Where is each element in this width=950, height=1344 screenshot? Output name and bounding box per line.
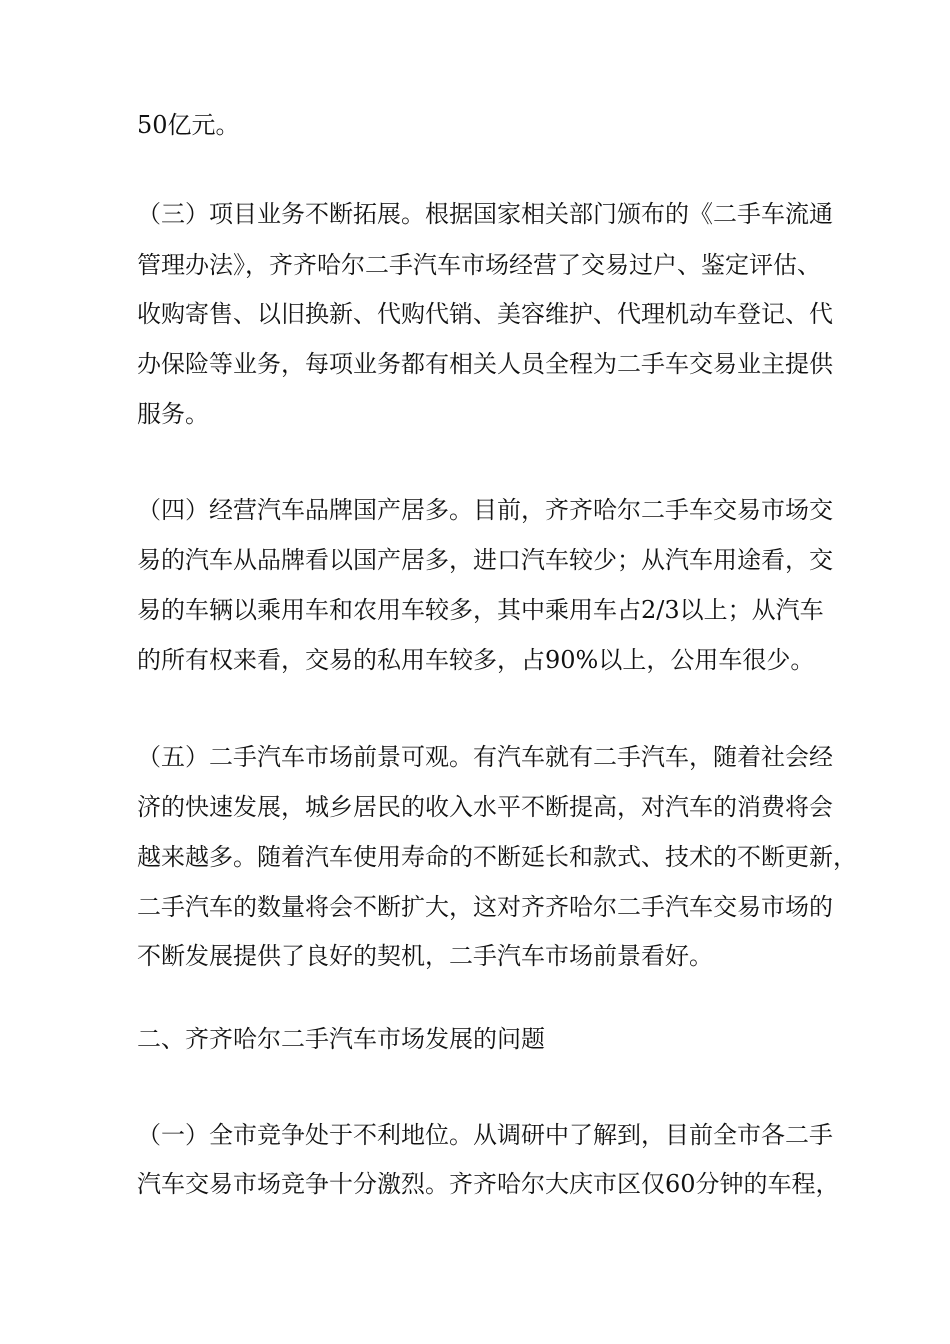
text-line: 汽车交易市场竞争十分激烈。齐齐哈尔大庆市区仅60分钟的车程， bbox=[137, 1170, 840, 1198]
text-line: （一）全市竞争处于不利地位。从调研中了解到，目前全市各二手 bbox=[137, 1121, 833, 1149]
text-line: 济的快速发展，城乡居民的收入水平不断提高，对汽车的消费将会 bbox=[137, 793, 833, 821]
text-line: 50亿元。 bbox=[137, 111, 240, 139]
text-line: 二手汽车的数量将会不断扩大，这对齐齐哈尔二手汽车交易市场的 bbox=[137, 893, 833, 921]
section-heading: 二、齐齐哈尔二手汽车市场发展的问题 bbox=[137, 1025, 545, 1053]
text-line: 易的车辆以乘用车和农用车较多，其中乘用车占2/3以上；从汽车 bbox=[137, 596, 824, 624]
text-line: 不断发展提供了良好的契机，二手汽车市场前景看好。 bbox=[137, 942, 713, 970]
text-line: 办保险等业务，每项业务都有相关人员全程为二手车交易业主提供 bbox=[137, 350, 833, 378]
text-line: （五）二手汽车市场前景可观。有汽车就有二手汽车，随着社会经 bbox=[137, 743, 833, 771]
text-line: 收购寄售、以旧换新、代购代销、美容维护、代理机动车登记、代 bbox=[137, 300, 833, 328]
text-line: 的所有权来看，交易的私用车较多，占90%以上，公用车很少。 bbox=[137, 646, 815, 674]
text-line: （四）经营汽车品牌国产居多。目前，齐齐哈尔二手车交易市场交 bbox=[137, 496, 833, 524]
text-line: （三）项目业务不断拓展。根据国家相关部门颁布的《二手车流通 bbox=[137, 200, 833, 228]
text-line: 易的汽车从品牌看以国产居多，进口汽车较少；从汽车用途看，交 bbox=[137, 546, 833, 574]
text-line: 越来越多。随着汽车使用寿命的不断延长和款式、技术的不断更新， bbox=[137, 843, 857, 871]
text-line: 管理办法》，齐齐哈尔二手汽车市场经营了交易过户、鉴定评估、 bbox=[137, 251, 821, 279]
text-line: 服务。 bbox=[137, 400, 209, 428]
